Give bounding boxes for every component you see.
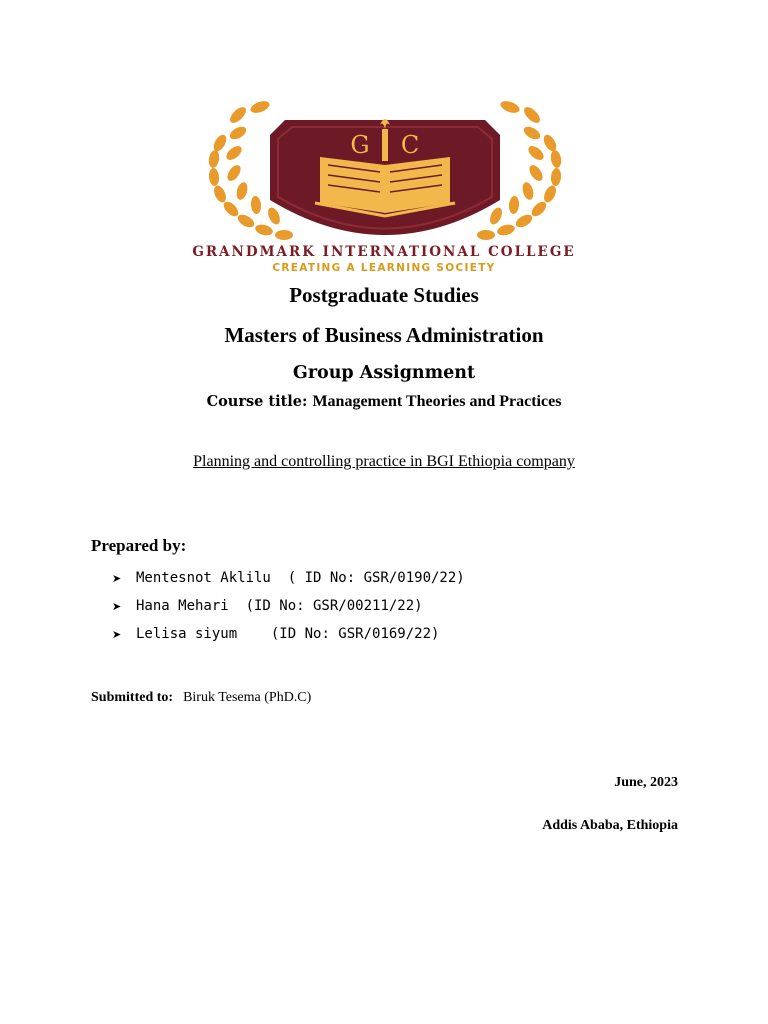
college-logo: [200, 95, 570, 255]
list-item: [112, 592, 465, 620]
submitted-to-line: [91, 690, 311, 706]
course-title-line: Course title: Management Theories and Practices: [206, 393, 562, 410]
member-name: Hana Mehari: [136, 598, 229, 614]
course-title-label: Course title: [206, 393, 303, 410]
member-list: [112, 564, 465, 648]
arrow-bullet-icon: ➤: [112, 599, 122, 613]
svg-text:C: C: [400, 131, 420, 159]
svg-text:G: G: [350, 131, 370, 159]
arrow-bullet-icon: ➤: [112, 627, 122, 641]
arrow-bullet-icon: ➤: [112, 571, 122, 585]
member-id: (ID No: GSR/00211/22): [245, 598, 423, 614]
submission-date: June, 2023: [614, 775, 678, 790]
submitted-to-label: Submitted to:: [91, 690, 174, 705]
member-id: ( ID No: GSR/0190/22): [287, 570, 465, 586]
prepared-by-label: Prepared by:: [91, 536, 187, 555]
degree-heading: Masters of Business Administration: [224, 323, 544, 347]
submitted-to-name: Biruk Tesema (PhD.C): [183, 690, 312, 705]
program-heading: Postgraduate Studies: [289, 283, 479, 307]
college-motto: CREATING A LEARNING SOCIETY: [272, 262, 496, 274]
college-name: GRANDMARK INTERNATIONAL COLLEGE: [192, 244, 576, 260]
member-name: Lelisa siyum: [136, 626, 238, 642]
submission-place: Addis Ababa, Ethiopia: [542, 818, 678, 833]
member-name: Mentesnot Aklilu: [136, 570, 271, 586]
list-item: [112, 620, 465, 648]
course-title-value: Management Theories and Practices: [312, 393, 562, 410]
assignment-heading: Group Assignment: [292, 363, 476, 383]
assignment-topic: Planning and controlling practice in BGI Ethiopia company: [193, 453, 575, 470]
member-id: (ID No: GSR/0169/22): [270, 626, 440, 642]
list-item: [112, 564, 465, 592]
